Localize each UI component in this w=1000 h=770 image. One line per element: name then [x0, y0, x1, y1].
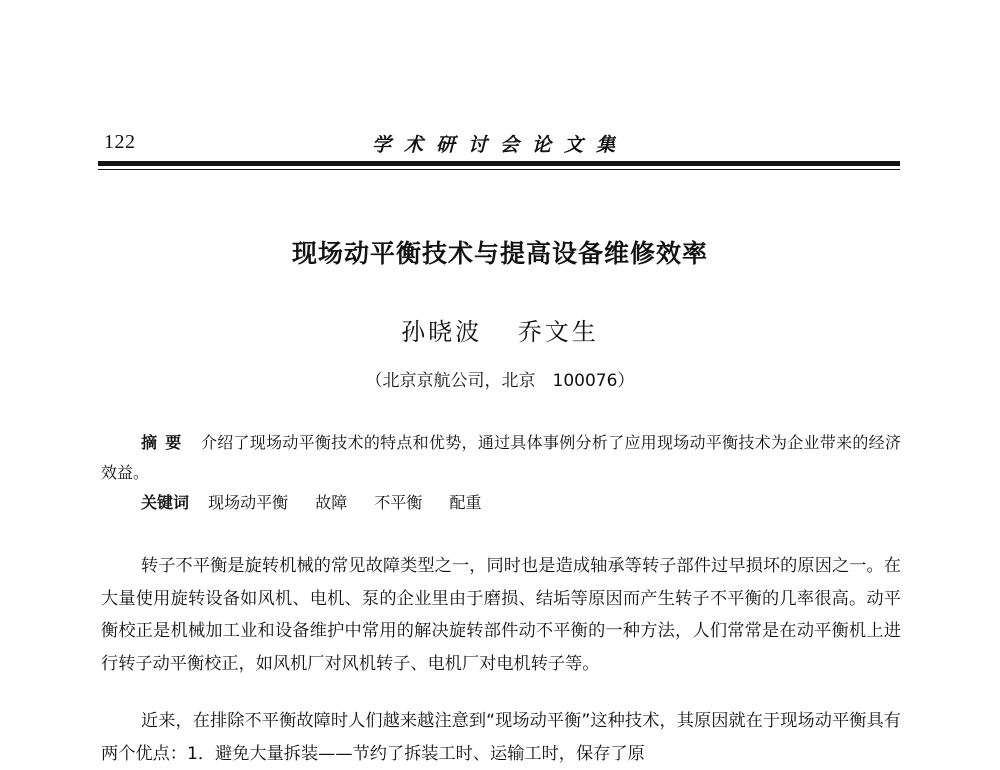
- abstract-label: 摘要: [141, 433, 190, 452]
- authors: [0, 312, 1000, 347]
- author-2: 乔文生: [517, 318, 599, 346]
- running-header-title: 学术研讨会论文集: [371, 134, 628, 156]
- keyword: 配重: [449, 493, 482, 512]
- body-paragraph-2: 近来，在排除不平衡故障时人们越来越注意到“现场动平衡”这种技术，其原因就在于现场动平衡具有两个优点：1．避免大量拆装——节约了拆装工时、运输工时，保存了原: [101, 711, 901, 764]
- header-rule-thick: [98, 161, 900, 166]
- affiliation: （北京京航公司，北京 100076）: [365, 371, 635, 391]
- abstract: [101, 428, 901, 488]
- keywords: [141, 489, 901, 517]
- article-title: 现场动平衡技术与提高设备维修效率: [291, 239, 708, 268]
- abstract-text: 介绍了现场动平衡技术的特点和优势，通过具体事例分析了应用现场动平衡技术为企业带来的经济效益。: [101, 433, 901, 482]
- keywords-label: 关键词: [141, 493, 190, 512]
- author-1: 孙晓波: [401, 318, 483, 346]
- header-rule-thin: [98, 169, 900, 170]
- keyword: 现场动平衡: [208, 493, 289, 512]
- keyword: 故障: [315, 493, 348, 512]
- keyword: 不平衡: [374, 493, 423, 512]
- body-paragraph-1: 转子不平衡是旋转机械的常见故障类型之一，同时也是造成轴承等转子部件过早损坏的原因之一。在大量使用旋转设备如风机、电机、泵的企业里由于磨损、结垢等原因而产生转子不平衡的几率很高。动平衡校正是机械加工业和设备维护中常用的解决旋转部件动不平衡的一种方法，人们常常是在动平衡机上进行转子动平衡校正，如风机厂对风机转子、电机厂对电机转子等。: [101, 556, 901, 674]
- page-number: 122: [104, 131, 136, 153]
